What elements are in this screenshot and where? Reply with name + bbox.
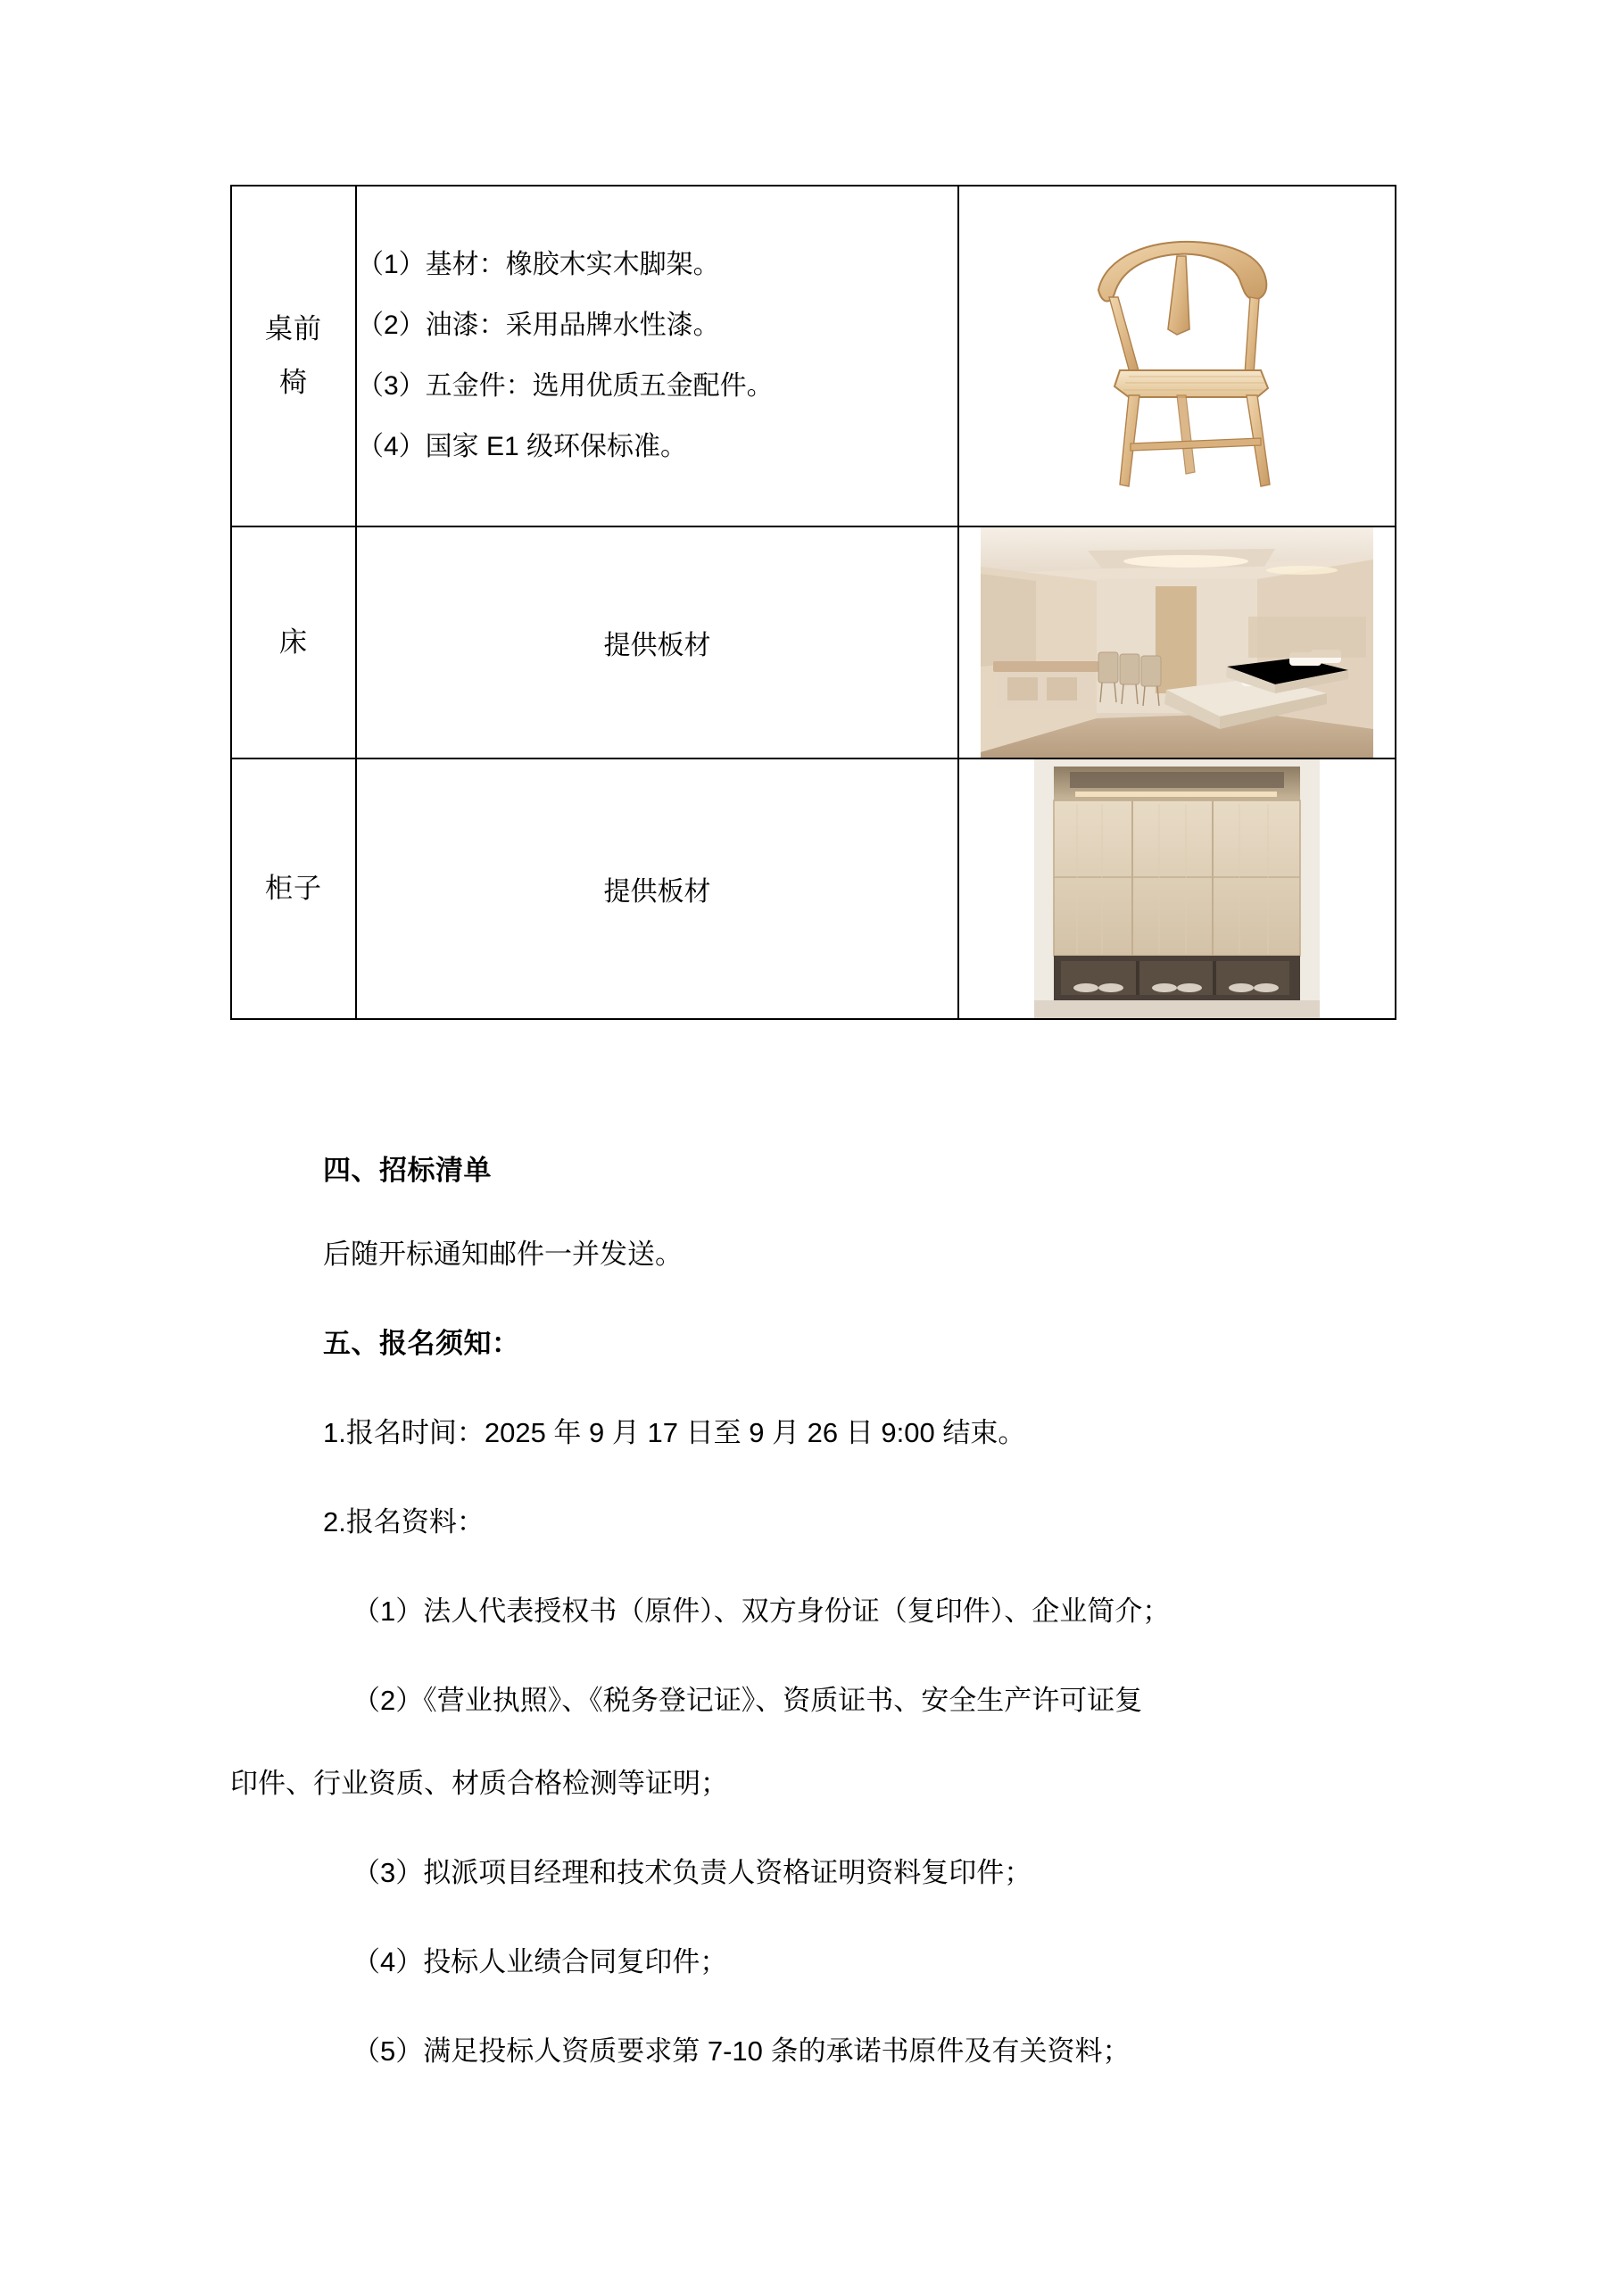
- item-name-cell: [231, 186, 356, 526]
- spec-line: （2）油漆：采用品牌水性漆。: [357, 311, 720, 341]
- wooden-armchair-illustration: [1043, 204, 1311, 508]
- wooden-armchair-photo: [959, 186, 1395, 526]
- material-item-5: （5）满足投标人资质要求第 7-10 条的承诺书原件及有关资料；: [352, 2035, 1131, 2067]
- section-four-text: 后随开标通知邮件一并发送。: [323, 1239, 683, 1270]
- material-item-2-line-1: （2）《营业执照》、《税务登记证》、资质证书、安全生产许可证复: [352, 1685, 1143, 1716]
- chair-stretcher: [1131, 438, 1261, 451]
- item-name-line: 床: [279, 626, 308, 658]
- section-heading-four: 四、招标清单: [323, 1155, 492, 1186]
- registration-materials-label: 2.报名资料：: [323, 1506, 485, 1538]
- chair-seat: [1114, 370, 1268, 397]
- item-image-cell: [958, 758, 1396, 1019]
- spec-line: （4）国家 E1 级环保标准。: [357, 431, 688, 461]
- item-note-cell: 提供板材: [356, 758, 958, 1019]
- spec-line: （1）基材：橡胶木实木脚架。: [357, 250, 720, 280]
- chair-leg-front-left: [1120, 395, 1139, 486]
- chair-back-post-right: [1245, 297, 1259, 374]
- table-row: [231, 526, 1396, 758]
- hotel-bedroom-photo: [981, 527, 1373, 758]
- section-heading-five: 五、报名须知：: [323, 1328, 520, 1359]
- material-item-4: （4）投标人业绩合同复印件；: [352, 1946, 728, 1977]
- item-image-cell: [958, 526, 1396, 758]
- chair-leg-rear: [1177, 395, 1195, 474]
- chair-back-post-left: [1109, 297, 1139, 376]
- material-item-2-line-2: 印件、行业资质、材质合格检测等证明；: [230, 1768, 728, 1799]
- wardrobe-cabinet-photo: [1034, 759, 1320, 1018]
- registration-time-line: 1.报名时间：2025 年 9 月 17 日至 9 月 26 日 9:00 结束。: [323, 1417, 1026, 1448]
- table-row: [231, 186, 1396, 526]
- item-name-cell: [231, 758, 356, 1019]
- chair-back-splat: [1168, 256, 1189, 335]
- item-name-line: 椅: [279, 367, 308, 398]
- furniture-spec-table: [230, 185, 1396, 1020]
- item-name-line: 柜子: [265, 872, 322, 904]
- item-spec-cell: [356, 186, 958, 526]
- item-name-cell: [231, 526, 356, 758]
- material-item-1: （1）法人代表授权书（原件）、双方身份证（复印件）、企业简介；: [352, 1596, 1171, 1627]
- material-item-3: （3）拟派项目经理和技术负责人资格证明资料复印件；: [352, 1857, 1032, 1888]
- table-row: [231, 758, 1396, 1019]
- item-image-cell: [958, 186, 1396, 526]
- item-note-cell: 提供板材: [356, 526, 958, 758]
- spec-line: （3）五金件：选用优质五金配件。: [357, 371, 774, 401]
- item-name-line: 桌前: [265, 312, 322, 344]
